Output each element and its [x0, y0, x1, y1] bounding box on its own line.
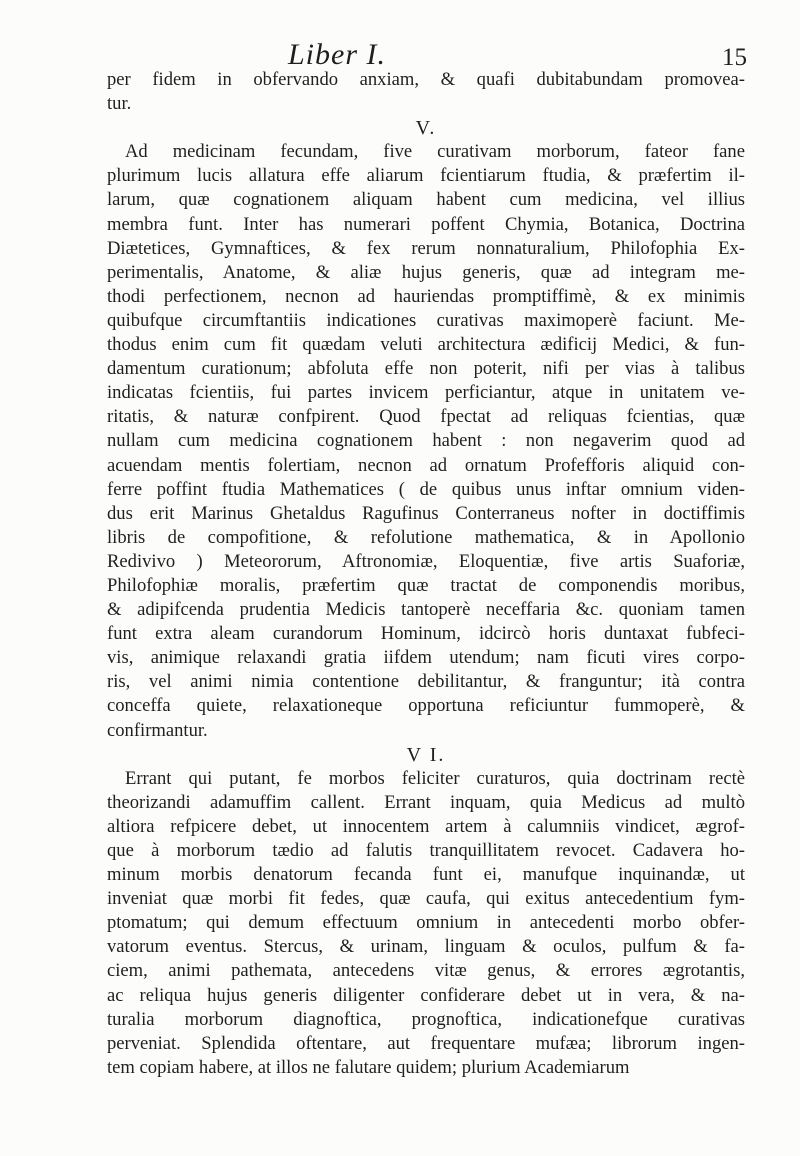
text-line: thodi perfectionem, necnon ad hauriendas promptiffimè, & ex minimis: [107, 285, 745, 307]
text-line: dus erit Marinus Ghetaldus Ragufinus Conterraneus nofter in doctiffimis: [107, 502, 745, 524]
text-line: Diætetices, Gymnaftices, & fex rerum nonnaturalium, Philofophia Ex-: [107, 237, 745, 259]
body-text: [107, 68, 745, 1080]
text-line: Philofophiæ moralis, præfertim quæ tractat de componendis moribus,: [107, 574, 745, 596]
text-line: ciem, animi pathemata, antecedens vitæ genus, & errores ægrotantis,: [107, 960, 745, 982]
text-line: theorizandi adamuffim callent. Errant inquam, quia Medicus ad multò: [107, 791, 745, 813]
page-number: 15: [722, 44, 747, 71]
text-line: Redivivo ) Meteororum, Aftronomiæ, Eloquentiæ, five artis Suaforiæ,: [107, 550, 745, 572]
text-line: tem copiam habere, at illos ne falutare quidem; plurium Academiarum: [107, 1056, 630, 1078]
text-line: tur.: [107, 93, 132, 115]
text-line: Ad medicinam fecundam, five curativam morborum, fateor fane: [125, 141, 745, 163]
text-line: acuendam mentis folertiam, necnon ad ornatum Profefforis aliquid con-: [107, 454, 745, 476]
text-line: indicatas fcientiis, fui partes invicem perficiantur, atque in unitatem ve-: [107, 382, 745, 404]
text-line: & adipifcenda prudentia Medicis tantoperè neceffaria &c. quoniam tamen: [107, 599, 745, 621]
text-line: altiora refpicere debet, ut innocentem artem à calumniis vindicet, ægrof-: [107, 815, 745, 837]
text-line: plurimum lucis allatura effe aliarum fcientiarum ftudia, & præfertim il-: [107, 165, 745, 187]
text-line: ferre poffint ftudia Mathematices ( de quibus unus inftar omnium viden-: [107, 478, 745, 500]
text-line: ac reliqua hujus generis diligenter confiderare debet ut in vera, & na-: [107, 984, 745, 1006]
text-line: per fidem in obfervando anxiam, & quafi dubitabundam promovea-: [107, 69, 745, 90]
text-line: perveniat. Splendida oftentare, aut frequentare mufæa; librorum ingen-: [107, 1032, 745, 1054]
text-line: minum morbis denatorum fecanda funt ei, manufque inquinandæ, ut: [107, 864, 745, 886]
text-line: ris, vel animi nimia contentione debilitantur, & franguntur; ità contra: [107, 671, 745, 693]
section-heading: V I.: [406, 743, 446, 766]
text-line: ptomatum; qui demum effectuum omnium in antecedenti morbo obfer-: [107, 912, 745, 934]
text-line: inveniat quæ morbi fit fedes, quæ caufa, qui exitus antecedentium fym-: [107, 888, 745, 910]
text-line: ritatis, & naturæ confpirent. Quod fpectat ad reliquas fcientias, quæ: [107, 406, 745, 428]
text-line: confirmantur.: [107, 719, 208, 741]
text-line: membra funt. Inter has numerari poffent Chymia, Botanica, Doctrina: [107, 213, 745, 235]
text-line: libris de compofitione, & refolutione mathematica, & in Apollonio: [107, 526, 745, 548]
text-line: vatorum eventus. Stercus, & urinam, linguam & oculos, pulfum & fa-: [107, 936, 745, 958]
running-title: Liber I.: [288, 38, 386, 71]
running-head: [0, 40, 800, 70]
text-line: turalia morborum diagnoftica, prognoftica, indicationefque curativas: [107, 1008, 745, 1030]
text-line: conceffa quiete, relaxationeque opportuna reficiuntur fummoperè, &: [107, 695, 745, 717]
text-line: damentum curationum; abfoluta effe non poterit, nifi per vias à talibus: [107, 358, 745, 380]
text-line: perimentalis, Anatome, & aliæ hujus generis, quæ ad integram me-: [107, 261, 745, 283]
text-line: larum, quæ cognationem aliquam habent cum medicina, vel illius: [107, 189, 745, 211]
text-line: funt extra aleam curandorum Hominum, idcircò horis duntaxat fubfeci-: [107, 623, 745, 645]
text-line: thodus enim cum fit quædam veluti architectura ædificij Medici, & fun-: [107, 334, 745, 356]
text-line: que à morborum tædio ad falutis tranquillitatem revocet. Cadavera ho-: [107, 840, 745, 861]
text-line: quibufque circumftantiis indicationes curativas maximoperè faciunt. Me-: [107, 309, 745, 331]
text-line: nullam cum medicina cognationem habent : non negaverim quod ad: [107, 430, 745, 452]
section-heading: V.: [415, 117, 437, 140]
text-line: Errant qui putant, fe morbos feliciter curaturos, quia doctrinam rectè: [125, 767, 745, 789]
text-line: vis, animique relaxandi gratia iifdem utendum; nam ficuti vires corpo-: [107, 647, 745, 669]
